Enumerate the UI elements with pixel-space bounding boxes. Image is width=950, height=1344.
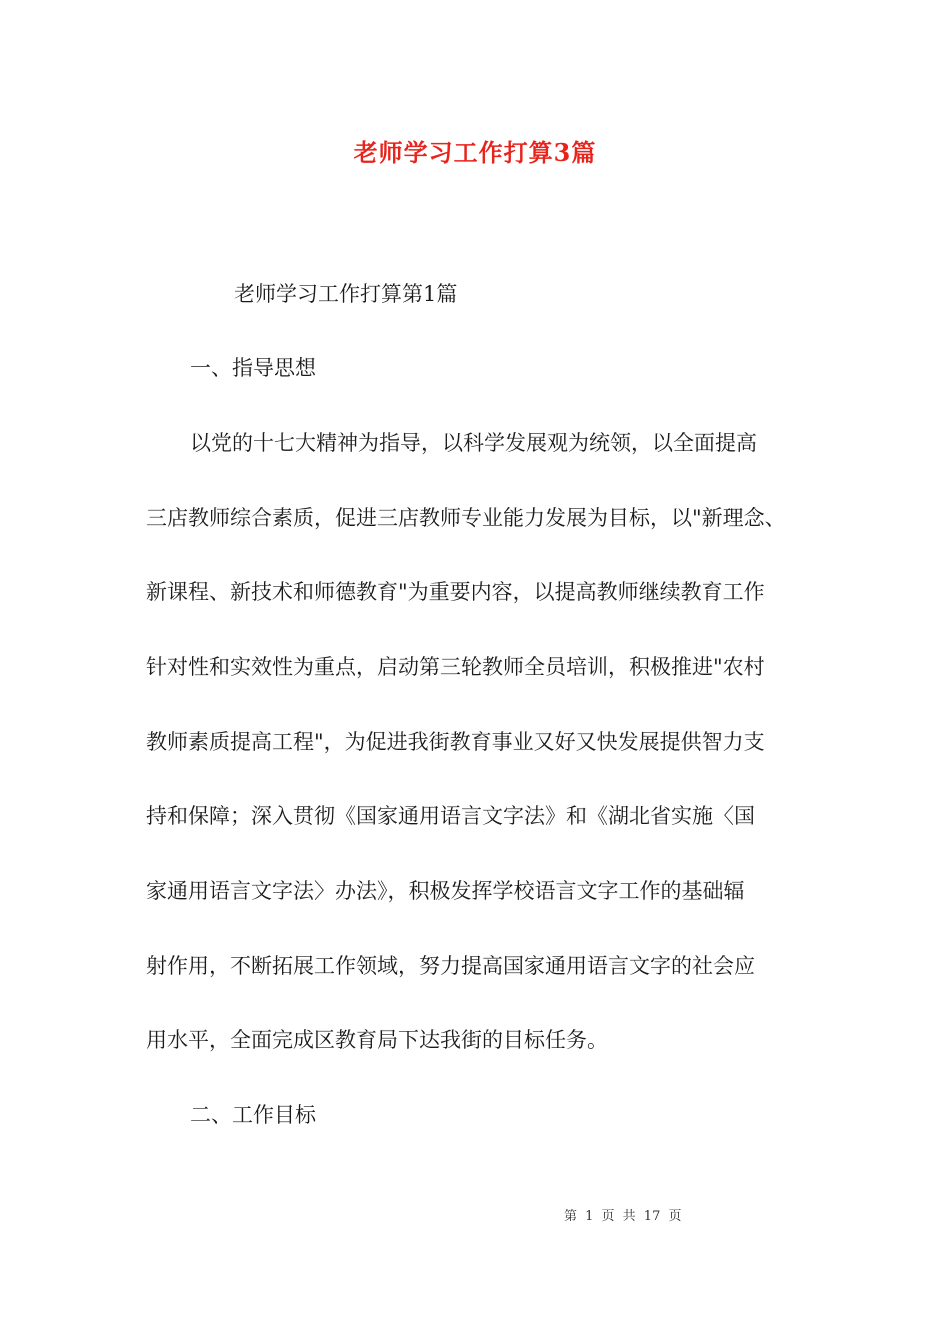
page-number-footer: 第 1 页 共 17 页 [564, 1209, 682, 1224]
paragraph-line: 针对性和实效性为重点，启动第三轮教师全员培训，积极推进"农村 [146, 655, 765, 679]
paragraph-line: 持和保障；深入贯彻《国家通用语言文字法》和《湖北省实施〈国 [146, 804, 755, 828]
paragraph-line: 家通用语言文字法〉办法》，积极发挥学校语言文字工作的基础辐 [146, 879, 745, 903]
paragraph-line: 教师素质提高工程"，为促进我街教育事业又好又快发展提供智力支 [146, 730, 765, 754]
paragraph-line: 三店教师综合素质，促进三店教师专业能力发展为目标，以"新理念、 [146, 506, 786, 530]
paragraph-line: 新课程、新技术和师德教育"为重要内容，以提高教师继续教育工作 [146, 580, 765, 604]
paragraph-line: 用水平，全面完成区教育局下达我街的目标任务。 [146, 1028, 608, 1052]
document-title: 老师学习工作打算3篇 [353, 138, 597, 167]
paragraph-line: 以党的十七大精神为指导，以科学发展观为统领，以全面提高 [190, 431, 757, 455]
section-heading-work-goals: 二、工作目标 [190, 1103, 316, 1127]
article-subtitle: 老师学习工作打算第1篇 [234, 282, 458, 306]
section-heading-guiding-ideology: 一、指导思想 [190, 356, 316, 380]
paragraph-line: 射作用，不断拓展工作领域，努力提高国家通用语言文字的社会应 [146, 954, 755, 978]
